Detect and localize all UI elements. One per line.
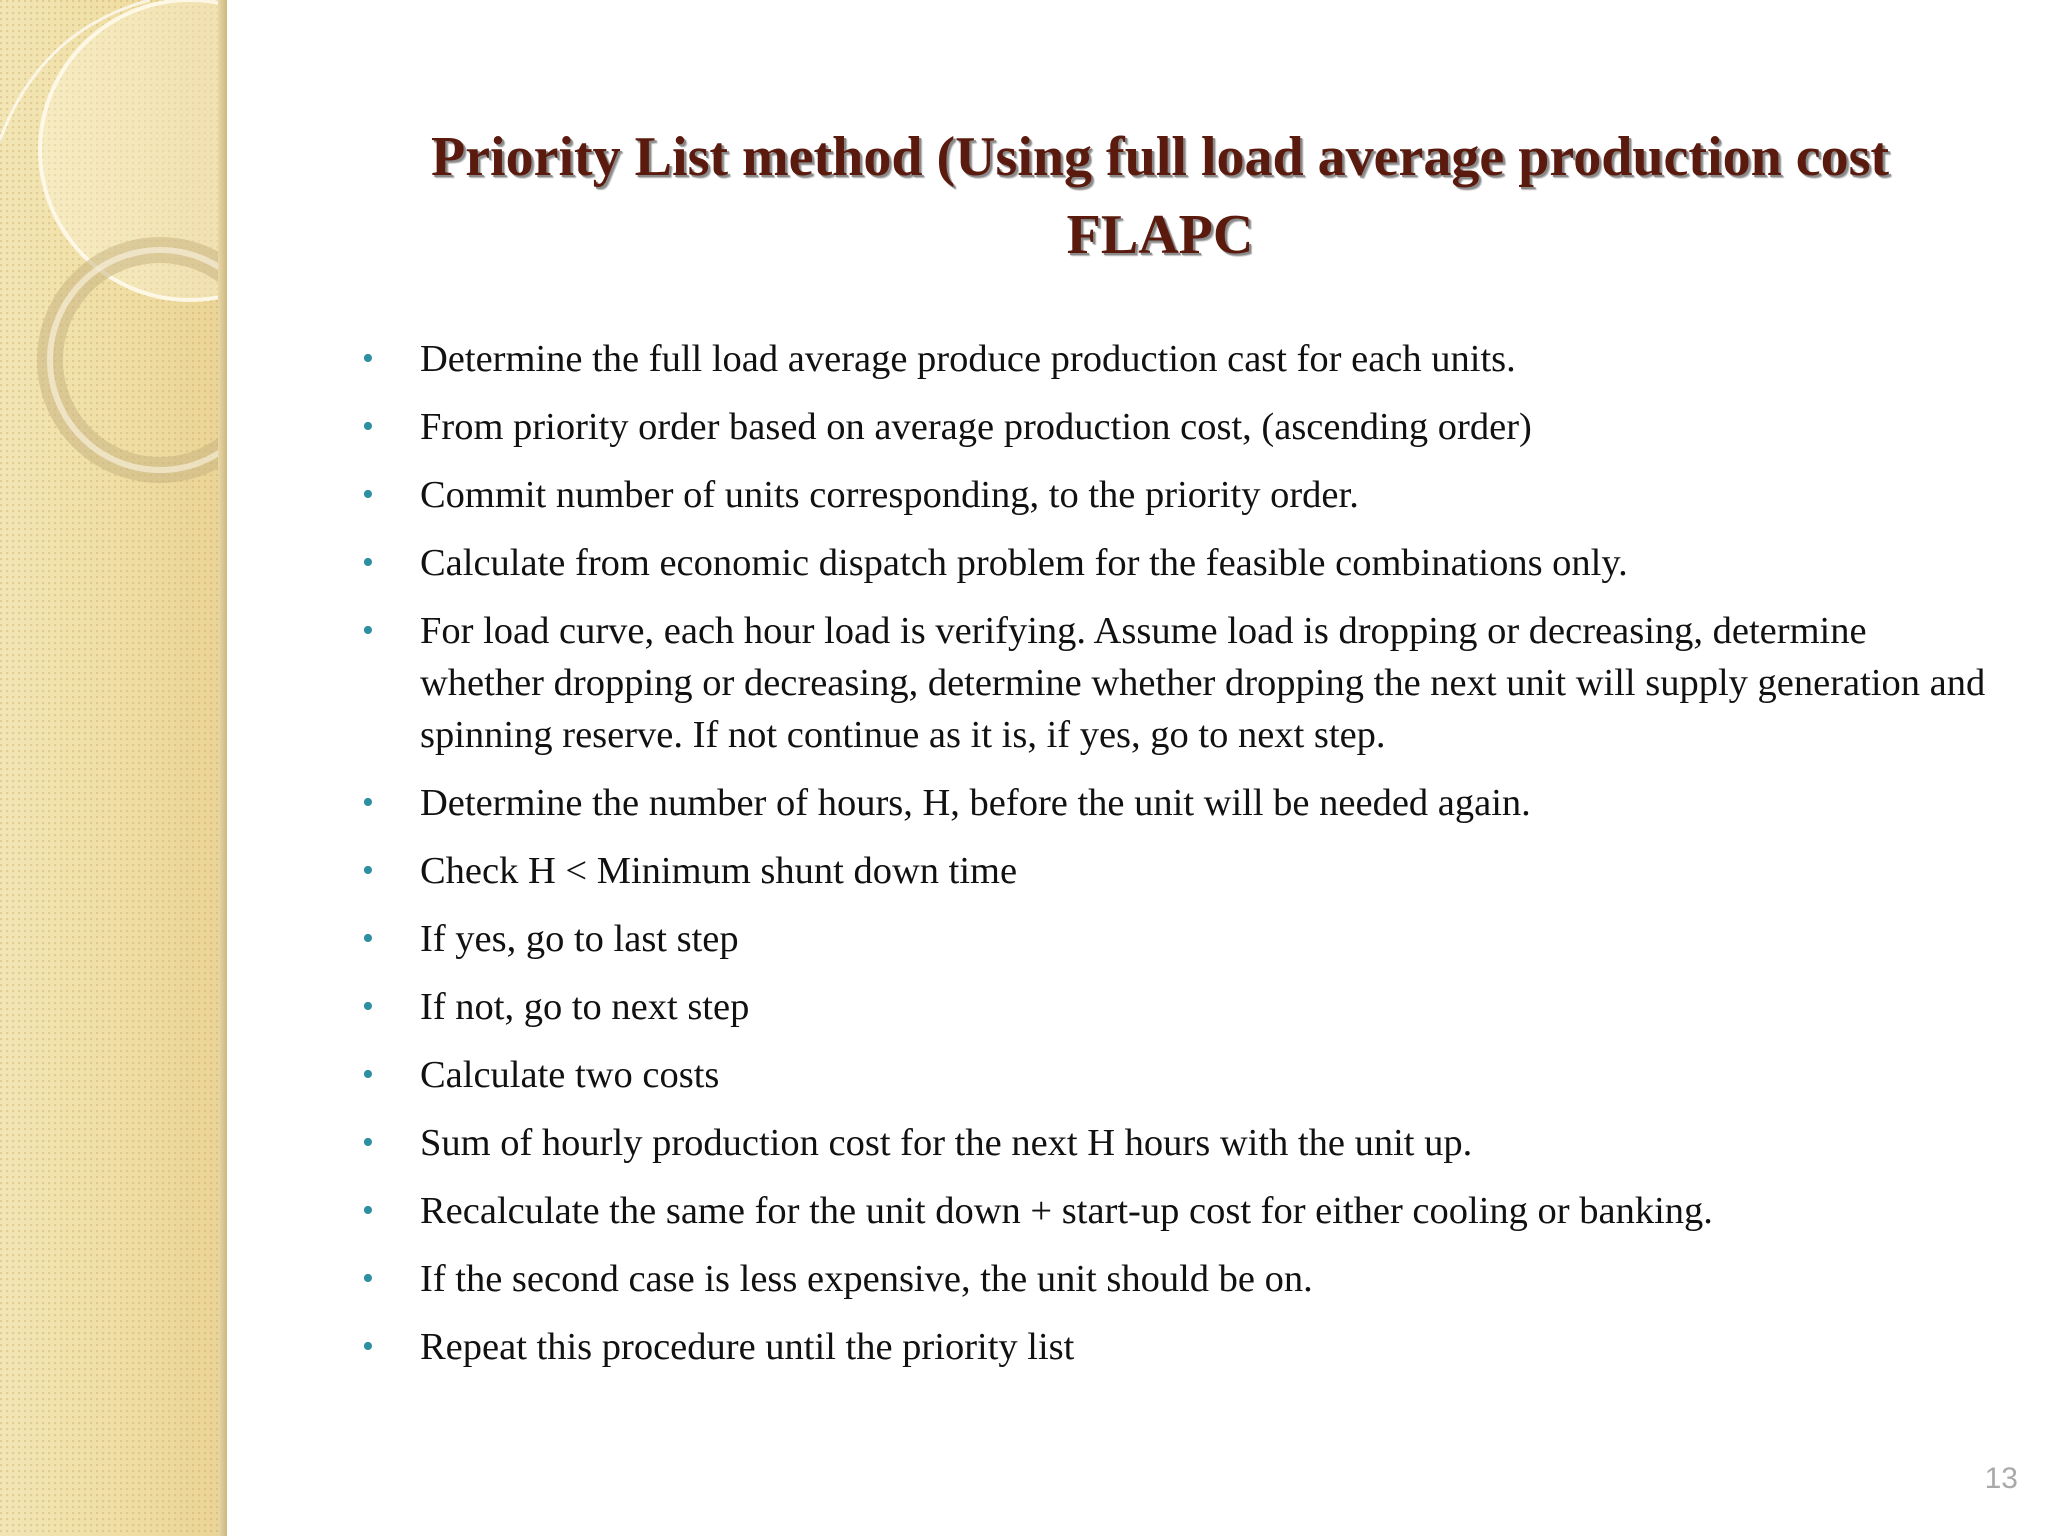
bullet-item xyxy=(355,1321,1995,1373)
bullet-text: Sum of hourly production cost for the next H hours with the unit up. xyxy=(420,1122,1473,1164)
bullet-text: If yes, go to last step xyxy=(420,918,739,960)
bullet-text: For load curve, each hour load is verifying. Assume load is dropping or decreasing, determine whether dropping or decreasing, determine whether dropping the next unit will supply generation and spinning reserve. If not continue as it is, if yes, go to next step. xyxy=(420,610,1986,756)
bullet-item xyxy=(355,913,1995,965)
bullet-dot-icon: • xyxy=(362,988,374,1025)
bullet-item xyxy=(355,333,1995,385)
bullet-text: Determine the number of hours, H, before the unit will be needed again. xyxy=(420,782,1531,824)
bullet-dot-icon: • xyxy=(362,784,374,821)
bullet-dot-icon: • xyxy=(362,408,374,445)
bullet-dot-icon: • xyxy=(362,852,374,889)
bullet-text: Recalculate the same for the unit down + start-up cost for either cooling or banking. xyxy=(420,1190,1713,1232)
bullet-item xyxy=(355,981,1995,1033)
bullet-text: Commit number of units corresponding, to the priority order. xyxy=(420,474,1359,516)
bullet-dot-icon: • xyxy=(362,1124,374,1161)
bullet-item xyxy=(355,605,1995,761)
slide-number: 13 xyxy=(1984,1462,2018,1495)
bullet-item xyxy=(355,401,1995,453)
bullet-dot-icon: • xyxy=(362,612,374,649)
side-panel-edge xyxy=(218,0,227,1536)
bullet-text: Calculate two costs xyxy=(420,1054,720,1096)
bullet-dot-icon: • xyxy=(362,1056,374,1093)
bullet-item xyxy=(355,469,1995,521)
bullet-item xyxy=(355,1253,1995,1305)
bullet-text: From priority order based on average production cost, (ascending order) xyxy=(420,406,1532,448)
bullet-text: Repeat this procedure until the priority list xyxy=(420,1326,1075,1368)
bullet-item xyxy=(355,1117,1995,1169)
bullet-dot-icon: • xyxy=(362,1328,374,1365)
bullet-dot-icon: • xyxy=(362,1260,374,1297)
bullet-list xyxy=(355,333,1995,1389)
bullet-dot-icon: • xyxy=(362,340,374,377)
bullet-item xyxy=(355,777,1995,829)
decorative-circles xyxy=(0,0,227,520)
bullet-text: Determine the full load average produce production cast for each units. xyxy=(420,338,1516,380)
bullet-item xyxy=(355,537,1995,589)
bullet-text: Calculate from economic dispatch problem for the feasible combinations only. xyxy=(420,542,1628,584)
bullet-dot-icon: • xyxy=(362,544,374,581)
bullet-item xyxy=(355,1185,1995,1237)
decorative-side-panel xyxy=(0,0,227,1536)
bullet-text: If the second case is less expensive, the unit should be on. xyxy=(420,1258,1313,1300)
bullet-dot-icon: • xyxy=(362,476,374,513)
bullet-item xyxy=(355,845,1995,897)
title-line-2: FLAPC xyxy=(1066,204,1254,266)
bullet-dot-icon: • xyxy=(362,1192,374,1229)
title-line-1: Priority List method (Using full load average production cost xyxy=(430,126,1890,188)
bullet-text: If not, go to next step xyxy=(420,986,750,1028)
bullet-item xyxy=(355,1049,1995,1101)
bullet-text: Check H < Minimum shunt down time xyxy=(420,850,1018,892)
bullet-dot-icon: • xyxy=(362,920,374,957)
slide-title xyxy=(330,118,1990,274)
